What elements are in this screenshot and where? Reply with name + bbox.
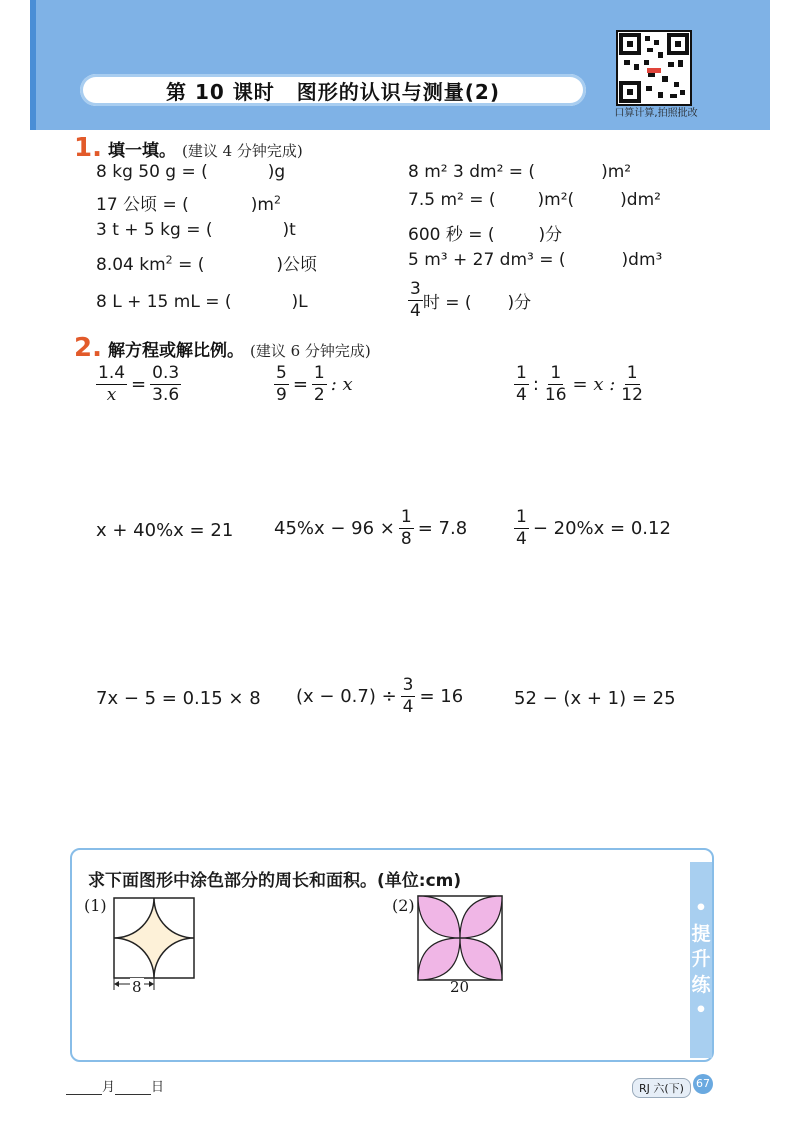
- fill-item-8: 600 秒 = ( )分: [408, 225, 563, 245]
- equation-8: (x − 0.7) ÷ $\frac{3}{4}$ = 16: [296, 675, 464, 717]
- lesson-title-bar: [80, 74, 586, 106]
- equation-4: x + 40%x = 21: [96, 520, 234, 541]
- equation-7: 7x − 5 = 0.15 × 8: [96, 688, 261, 709]
- month-label: 月: [102, 1080, 116, 1095]
- fill-item-6: 8 m² 3 dm² = ( )m²: [408, 162, 632, 182]
- equation-3: $\frac{1}{4}$ : $\frac{1}{16}$ = x : $\frac{1}{12}$: [516, 363, 643, 405]
- fill-item-10: $\frac{3}{4}$ 时 = ( )分: [410, 279, 532, 321]
- fill-item-7: 7.5 m² = ( )m²( )dm²: [408, 190, 661, 210]
- equation-9: 52 − (x + 1) = 25: [514, 688, 676, 709]
- fill-item-2: 17 公顷 = ( )$m^2$: [96, 193, 281, 215]
- equation-6: $\frac{1}{4}$ − 20%x = 0.12: [516, 507, 671, 549]
- lesson-title: 图形的认识与测量(2): [296, 79, 500, 104]
- lesson-number: 第 10 课时: [166, 79, 275, 104]
- fill-item-9: 5 m³ + 27 dm³ = ( )dm³: [408, 250, 663, 270]
- section2-title: 解方程或解比例。: [107, 341, 244, 361]
- figure1-dimension: 8: [132, 978, 142, 996]
- qr-caption: 口算计算,拍照批改: [614, 108, 698, 119]
- figure2-label: (2): [392, 896, 415, 915]
- section1-note: (建议 4 分钟完成): [181, 142, 303, 160]
- section2-heading: [74, 333, 371, 363]
- section2-note: (建议 6 分钟完成): [249, 342, 371, 360]
- section1-title: 填一填。: [107, 141, 176, 161]
- day-label: 日: [151, 1080, 165, 1095]
- fill-item-5: 8 L + 15 mL = ( )L: [96, 292, 308, 312]
- fill-item-1: 8 kg 50 g = ( )g: [96, 162, 286, 182]
- equation-2: $\frac{5}{9}$ = $\frac{1}{2}$ : x: [276, 363, 353, 405]
- practice-tab: • 提 升 练 •: [690, 862, 712, 1058]
- figure1-diagram: [104, 894, 204, 994]
- figure2-dimension: 20: [450, 978, 470, 996]
- section1-number: 1.: [74, 133, 102, 163]
- figure2-diagram: [416, 894, 506, 984]
- section1-heading: [74, 133, 303, 163]
- fill-item-4: 8.04 $km^2$ = ( )公顷: [96, 253, 317, 275]
- equation-5: 45%x − 96 × $\frac{1}{8}$ = 7.8: [274, 507, 468, 549]
- qr-code-icon[interactable]: [616, 30, 692, 106]
- fill-item-3: 3 t + 5 kg = ( )t: [96, 220, 296, 240]
- section2-number: 2.: [74, 333, 102, 363]
- equation-1: $\frac{1.4}{x}$ = $\frac{0.3}{3.6}$: [98, 363, 180, 405]
- practice-prompt: 求下面图形中涂色部分的周长和面积。(单位:cm): [88, 871, 462, 891]
- figure1-label: (1): [84, 896, 107, 915]
- page-number: 67: [693, 1074, 713, 1094]
- date-field: [66, 1076, 164, 1095]
- edition-label: RJ 六(下): [632, 1078, 691, 1098]
